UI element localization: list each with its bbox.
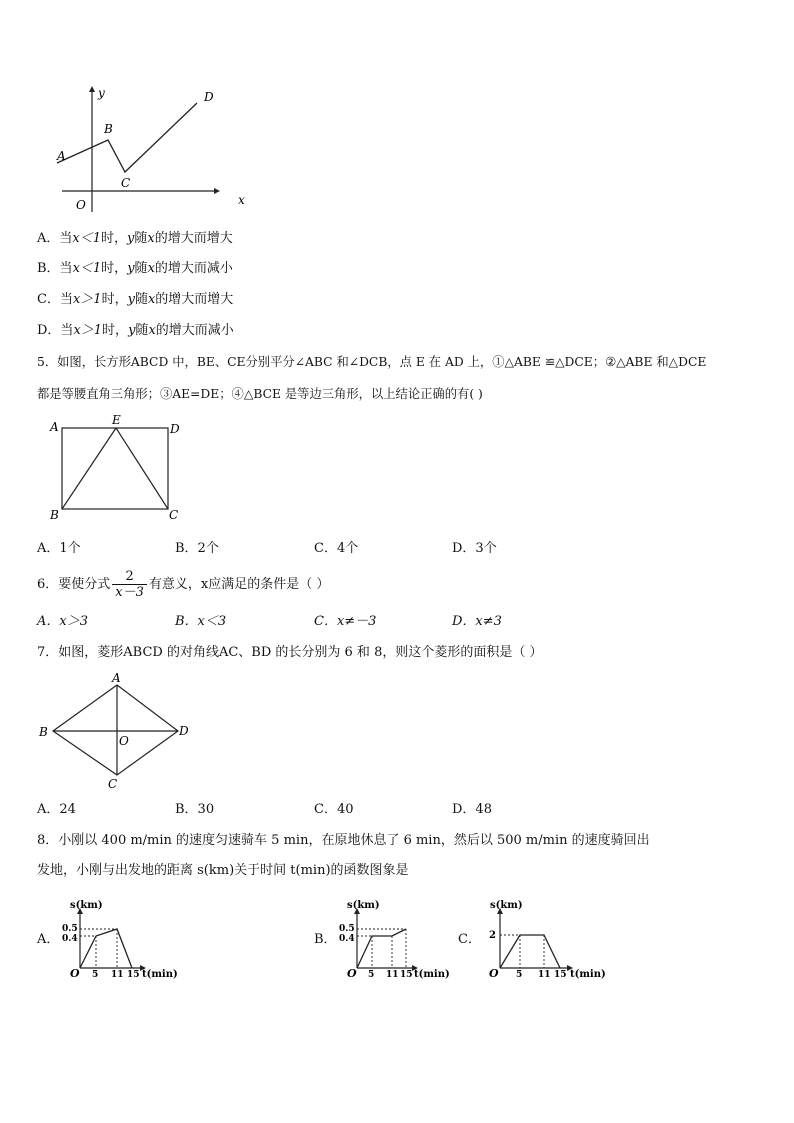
q4-opt-a-tail: 的增大而增大	[154, 231, 233, 246]
q8-text-line-1: 8．小刚以 400 m/min 的速度匀速骑车 5 min，在原地休息了 6 min，然后以 500 m/min 的速度骑回出	[37, 833, 650, 848]
q8-a-xtick-5: 5	[92, 970, 99, 980]
q7-point-o: O	[119, 734, 129, 748]
q4-opt-b-sui: 随	[134, 261, 148, 276]
q4-opt-a-y: y	[127, 231, 135, 246]
q6-denominator: x－3	[115, 585, 144, 600]
q4-opt-d-cond: x＞1	[73, 323, 103, 338]
q5-point-e: E	[112, 413, 121, 427]
q8-b-origin: O	[347, 967, 357, 980]
q4-opt-d-mid: 时，	[102, 323, 129, 338]
q8-graph-b-label: B．	[314, 932, 337, 947]
q4-opt-b-x: x	[147, 261, 155, 276]
q7-text: 7．如图，菱形ABCD 的对角线AC、BD 的长分别为 6 和 8，则这个菱形的面积是（ ）	[37, 645, 543, 660]
q8-a-origin: O	[70, 967, 80, 980]
q5-option-c: C．4个	[314, 541, 359, 556]
q5-text-line-2: 都是等腰直角三角形；③AE=DE；④△BCE 是等边三角形，以上结论正确的有( )	[37, 387, 483, 401]
q7-point-d: D	[179, 724, 189, 738]
q7-point-b: B	[39, 725, 48, 739]
q8-b-xlabel: t(min)	[414, 969, 450, 980]
q4-opt-a-x: x	[147, 231, 155, 246]
q8-b-ytick-05: 0.5	[339, 924, 355, 934]
q5-option-b: B．2个	[175, 541, 219, 556]
q8-graph-a-label: A．	[37, 932, 60, 947]
q8-a-ytick-04: 0.4	[62, 934, 78, 944]
q7-option-b: B．30	[175, 802, 215, 817]
q8-c-xtick-5: 5	[516, 970, 523, 980]
q8-b-ylabel: s(km)	[347, 900, 380, 911]
q5-point-b: B	[50, 508, 59, 522]
q8-b-xtick-15: 15	[400, 970, 413, 980]
q8-c-ytick-2: 2	[489, 930, 496, 941]
q4-opt-b-label: B．当	[37, 261, 73, 276]
q8-b-xtick-11: 11	[386, 970, 399, 980]
q8-c-curve	[500, 935, 560, 968]
q8-c-xtick-11: 11	[538, 970, 551, 980]
q4-opt-a-mid: 时，	[101, 231, 128, 246]
q4-opt-a-cond: x＜1	[72, 231, 101, 246]
q4-opt-a-label: A．当	[37, 231, 73, 246]
q5-option-a: A．1个	[37, 541, 81, 556]
q8-b-xtick-5: 5	[368, 970, 375, 980]
q6-pre: 6．要使分式	[37, 577, 111, 592]
q5-point-d: D	[170, 422, 180, 436]
q5-point-a: A	[50, 420, 59, 434]
q4-y-label: y	[98, 86, 105, 100]
q6-option-a: A．x＞3	[37, 614, 88, 629]
q4-opt-c-y: y	[127, 292, 135, 307]
q8-a-ytick-05: 0.5	[62, 924, 78, 934]
q4-point-a: A	[57, 149, 66, 163]
q5-point-c: C	[169, 508, 179, 522]
q8-c-xtick-15: 15	[554, 970, 567, 980]
q7-point-a: A	[112, 671, 121, 685]
q6-option-d: D．x≠3	[452, 614, 502, 629]
q4-opt-c-mid: 时，	[101, 292, 128, 307]
q6-option-c: C．x≠－3	[314, 614, 377, 629]
q4-opt-c-sui: 随	[134, 292, 148, 307]
q5-option-d: D．3个	[452, 541, 497, 556]
q4-x-label: x	[238, 193, 245, 207]
q8-a-ylabel: s(km)	[70, 900, 103, 911]
q6-numerator: 2	[112, 569, 147, 585]
q4-opt-b-y: y	[127, 261, 135, 276]
q4-opt-d-label: D．当	[37, 323, 74, 338]
q6-post: 有意义，x应满足的条件是（ ）	[148, 577, 330, 592]
q4-origin-label: O	[76, 198, 86, 212]
q8-a-xlabel: t(min)	[142, 969, 178, 980]
q8-c-origin: O	[489, 967, 499, 980]
q5-text-line-1: 5．如图，长方形ABCD 中，BE、CE分别平分∠ABC 和∠DCB，点 E 在 AD 上，①△ABE ≌△DCE；②△ABE 和△DCE	[37, 355, 707, 369]
q8-b-ytick-04: 0.4	[339, 934, 355, 944]
q4-opt-c-tail: 的增大而增大	[155, 292, 234, 307]
q4-opt-d-x: x	[148, 323, 156, 338]
q4-opt-c-x: x	[147, 292, 156, 307]
q8-a-xtick-11: 11	[111, 970, 124, 980]
q4-opt-c-cond: x＞1	[72, 292, 102, 307]
q4-opt-b-tail: 的增大而减小	[154, 261, 233, 276]
q8-c-xlabel: t(min)	[570, 969, 606, 980]
q4-opt-c-label: C．当	[37, 292, 73, 307]
q7-option-c: C．40	[314, 802, 354, 817]
q8-a-xtick-15: 15	[127, 970, 140, 980]
q4-point-b: B	[104, 122, 113, 136]
q4-opt-a-sui: 随	[134, 231, 148, 246]
q4-opt-b-mid: 时，	[101, 261, 128, 276]
q4-opt-d-sui: 随	[135, 323, 149, 338]
q4-opt-b-cond: x＜1	[72, 261, 102, 276]
q6-option-b: B．x＜3	[175, 614, 227, 629]
q4-point-d: D	[204, 90, 214, 104]
q7-option-a: A．24	[37, 802, 76, 817]
q4-opt-d-y: y	[128, 323, 136, 338]
q7-point-c: C	[108, 777, 118, 791]
q8-graph-c-label: C．	[458, 932, 481, 947]
q4-point-c: C	[121, 176, 131, 190]
q4-opt-d-tail: 的增大而减小	[155, 323, 234, 338]
q8-text-line-2: 发地，小刚与出发地的距离 s(km)关于时间 t(min)的函数图象是	[37, 863, 409, 878]
q7-option-d: D．48	[452, 802, 492, 817]
q8-c-ylabel: s(km)	[490, 900, 523, 911]
